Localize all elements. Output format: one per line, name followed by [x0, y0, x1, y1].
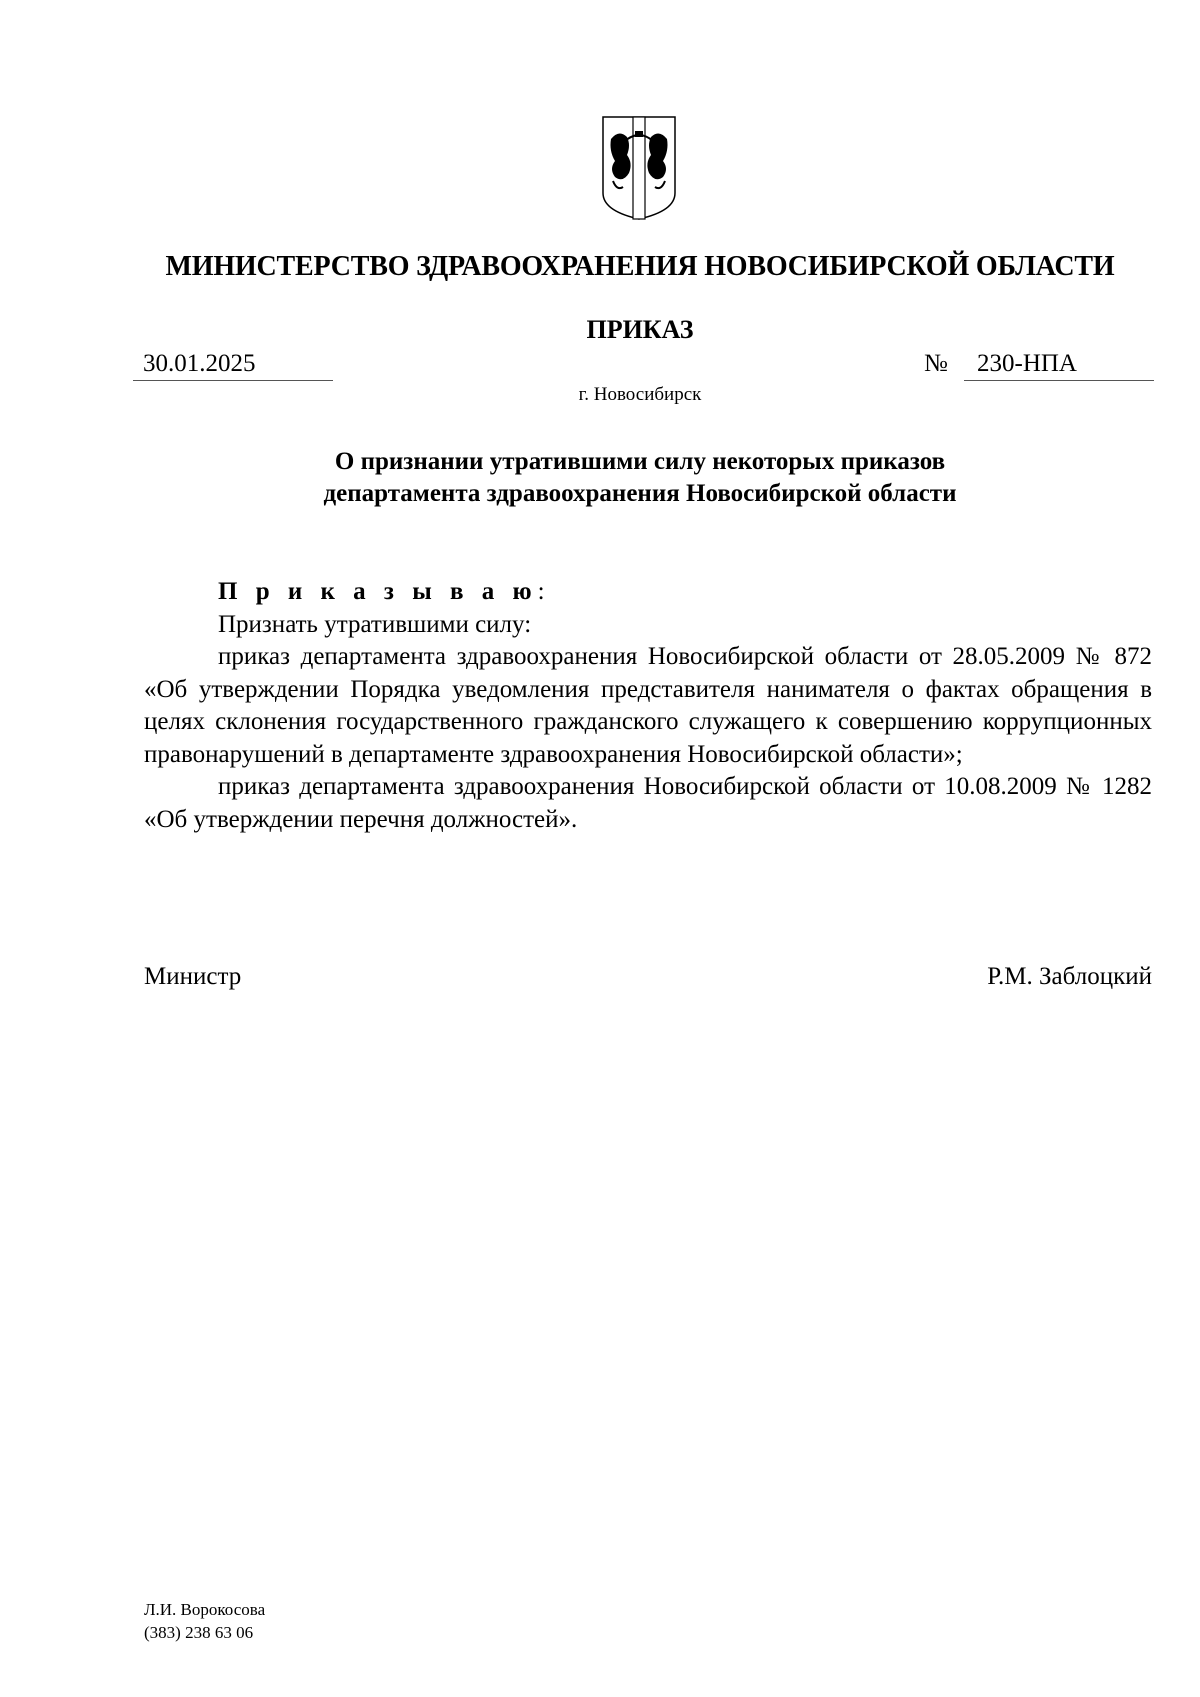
signer-name: Р.М. Заблоцкий — [987, 963, 1152, 990]
executor-block — [144, 1598, 265, 1644]
ministry-title: МИНИСТЕРСТВО ЗДРАВООХРАНЕНИЯ НОВОСИБИРСКОЙ ОБЛАСТИ — [165, 251, 1115, 282]
document-subject — [0, 446, 1200, 510]
body-paragraph-3: приказ департамента здравоохранения Новосибирской области от 10.08.2009 № 1282 «Об утверждении перечня должностей». — [144, 773, 1152, 833]
number-field — [964, 350, 1154, 381]
orders-word: П р и к а з ы в а ю — [218, 578, 538, 605]
subject-line-2: департамента здравоохранения Новосибирской области — [323, 480, 957, 507]
subject-line-1: О признании утратившими силу некоторых приказов — [334, 448, 946, 475]
body-paragraph-1: Признать утратившими силу: — [218, 610, 532, 638]
orders-line — [144, 576, 1152, 609]
document-body — [144, 576, 1152, 836]
number-sign: № — [924, 350, 948, 377]
executor-phone: (383) 238 63 06 — [144, 1623, 254, 1642]
document-date: 30.01.2025 — [143, 350, 256, 377]
document-type: ПРИКАЗ — [586, 315, 694, 344]
city: г. Новосибирск — [578, 384, 702, 405]
signer-position: Министр — [144, 963, 242, 990]
document-number: 230-НПА — [977, 350, 1077, 377]
executor-name: Л.И. Ворокосова — [144, 1600, 266, 1619]
coat-of-arms-icon — [597, 111, 681, 223]
date-field — [133, 350, 333, 381]
body-paragraph-2: приказ департамента здравоохранения Новосибирской области от 28.05.2009 № 872 «Об утверждении Порядка уведомления представителя нанимателя о фактах обращения в целях склонения государственного гражданского служащего к совершению коррупционных правонарушений в департаменте здравоохранения Новосибирской области»; — [144, 643, 1152, 768]
orders-colon: : — [537, 578, 545, 605]
